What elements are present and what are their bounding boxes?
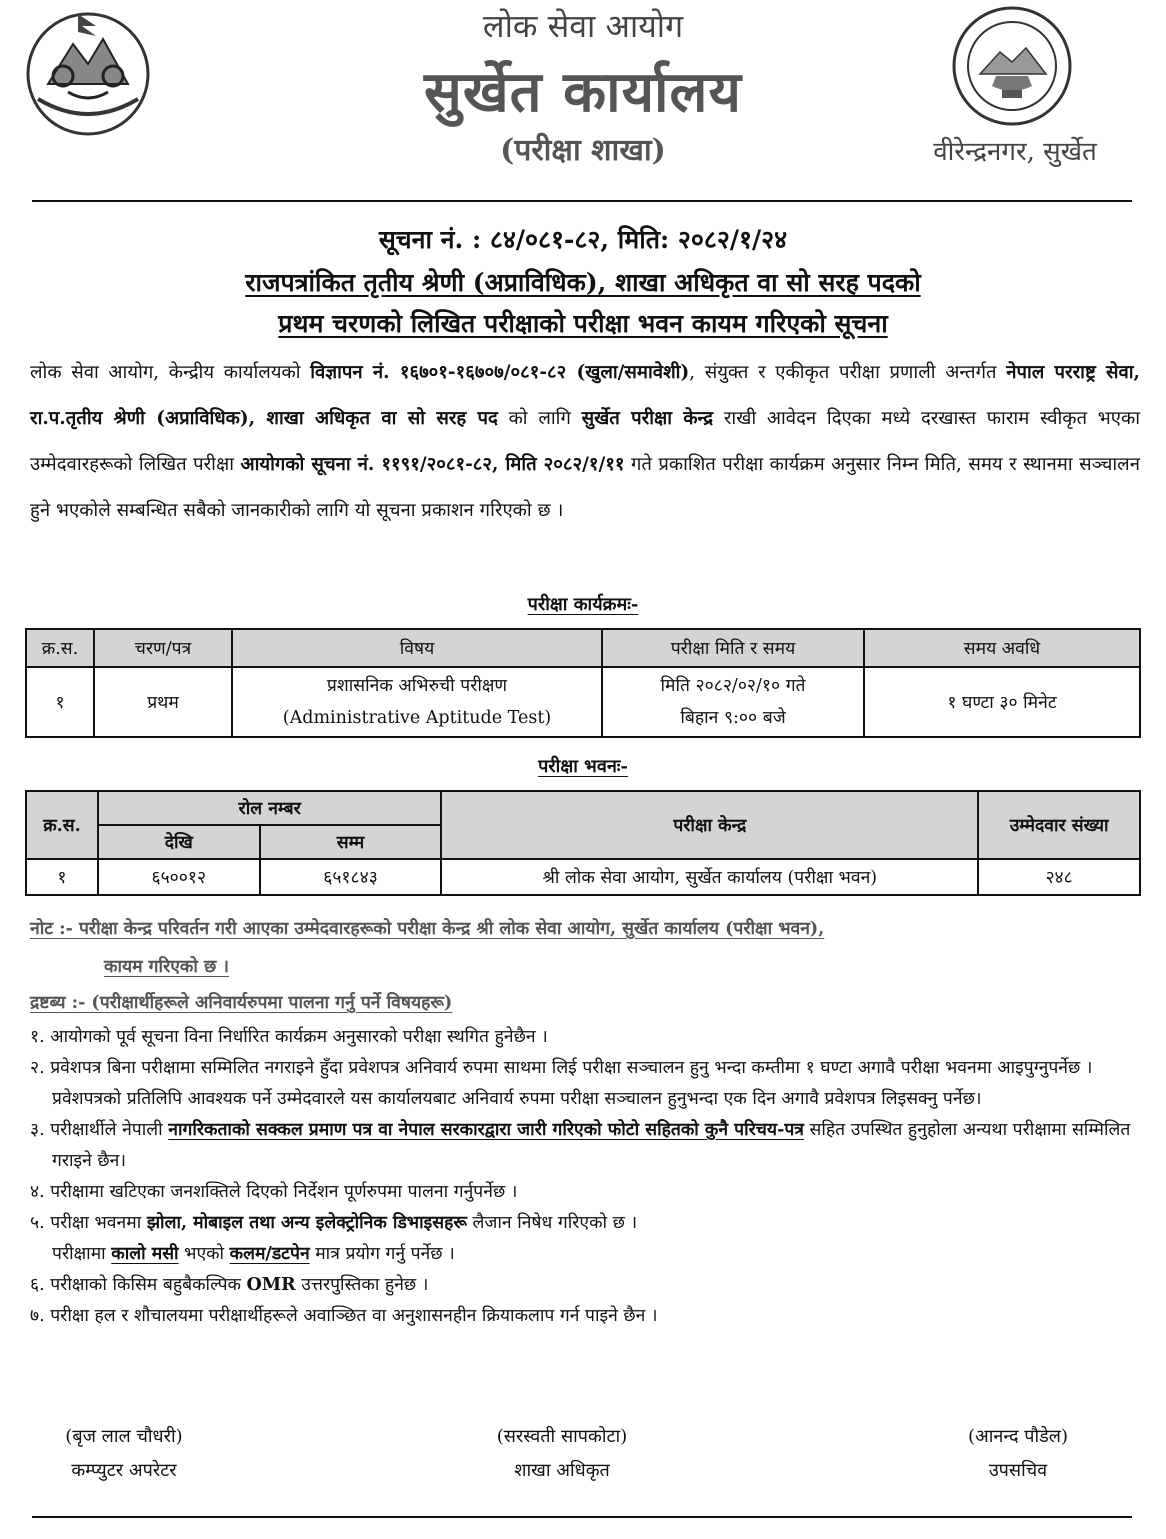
table-row	[26, 667, 1140, 737]
col-roll-to: सम्म	[260, 825, 442, 859]
venue-heading: परीक्षा भवनः-	[538, 756, 628, 777]
header-divider	[32, 200, 1132, 202]
cell-duration: १ घण्टा ३० मिनेट	[864, 667, 1140, 737]
office-location: वीरेन्द्रनगर, सुर्खेत	[933, 137, 1097, 167]
col-datetime: परीक्षा मिति र समय	[602, 629, 864, 667]
cell-center: श्री लोक सेवा आयोग, सुर्खेत कार्यालय (परीक्षा भवन)	[441, 859, 978, 895]
signer-title: उपसचिव	[988, 1460, 1048, 1481]
col-subject: विषय	[232, 629, 602, 667]
col-stage: चरण/पत्र	[94, 629, 232, 667]
cell-datetime: मिति २०८२/०२/१० गते बिहान ९:०० बजे	[602, 667, 864, 737]
cell-sn: १	[26, 667, 94, 737]
schedule-heading: परीक्षा कार्यक्रमः-	[527, 594, 639, 615]
cell-count: २४८	[978, 859, 1140, 895]
notice-body: लोक सेवा आयोग, केन्द्रीय कार्यालयको विज्ञापन नं. १६७०१-१६७०७/०८१-८२ (खुला/समावेशी), संयुक्त र एकीकृत परीक्षा प्रणाली अन्तर्गत नेपाल परराष्ट्र सेवा, रा.प.तृतीय श्रेणी (अप्राविधिक), शाखा अधिकृत वा सो सरह पद को लागि सुर्खेत परीक्षा केन्द्र राखी आवेदन दिएका मध्ये दरखास्त फाराम स्वीकृत भएका उम्मेदवारहरूको लिखित परीक्षा आयोगको सूचना नं. ११९१/२०८१-८२, मिति २०८२/१/११ गते प्रकाशित परीक्षा कार्यक्रम अनुसार निम्न मिति, समय र स्थानमा सञ्चालन हुने भएकोले सम्बन्धित सबैको जानकारीको लागि यो सूचना प्रकाशन गरिएको छ ।	[30, 362, 1140, 521]
notice-title-line2: प्रथम चरणको लिखित परीक्षाको परीक्षा भवन कायम गरिएको सूचना	[278, 309, 888, 338]
signature-block-1	[14, 1420, 234, 1488]
signer-name: (बृज लाल चौधरी)	[65, 1426, 183, 1447]
cell-roll-to: ६५१८४३	[260, 859, 442, 895]
schedule-table	[25, 628, 1141, 738]
table-row	[26, 859, 1140, 895]
branch-name: (परीक्षा शाखा)	[500, 133, 666, 168]
col-roll-from: देखि	[98, 825, 260, 859]
signer-name: (सरस्वती सापकोटा)	[496, 1426, 628, 1447]
instruction-list	[30, 1022, 1140, 1332]
list-item: ४. परीक्षामा खटिएका जनशक्तिले दिएको निर्देशन पूर्णरुपमा पालना गर्नुपर्नेछ ।	[30, 1182, 518, 1202]
note-line2: कायम गरिएको छ ।	[104, 957, 229, 977]
signature-block-3	[908, 1420, 1128, 1488]
signature-block-2	[452, 1420, 672, 1488]
col-sn: क्र.स.	[26, 629, 94, 667]
signer-title: शाखा अधिकृत	[514, 1460, 610, 1481]
org-name: लोक सेवा आयोग	[482, 7, 684, 45]
col-sn: क्र.स.	[26, 791, 98, 859]
cell-subject: प्रशासनिक अभिरुची परीक्षण (Administrative Aptitude Test)	[232, 667, 602, 737]
cell-sn: १	[26, 859, 98, 895]
attention-heading: द्रष्टब्य :- (परीक्षार्थीहरूले अनिवार्यरुपमा पालना गर्नु पर्ने विषयहरू)	[30, 993, 453, 1013]
list-item: २. प्रवेशपत्र बिना परीक्षामा सम्मिलित नगराइने हुँदा प्रवेशपत्र अनिवार्य रुपमा साथमा लिई परीक्षा सञ्चालन हुनु भन्दा कम्तीमा १ घण्टा अगावै परीक्षा भवनमा आइपुग्नुपर्नेछ । प्रवेशपत्रको प्रतिलिपि आवश्यक पर्ने उम्मेदवारले यस कार्यालयबाट अनिवार्य रुपमा परीक्षा सञ्चालन हुनुभन्दा एक दिन अगावै प्रवेशपत्र लिइसक्नु पर्नेछ।	[30, 1058, 1093, 1109]
col-count: उम्मेदवार संख्या	[978, 791, 1140, 859]
office-name: सुर्खेत कार्यालय	[423, 59, 743, 125]
signer-name: (आनन्द पौडेल)	[968, 1426, 1068, 1447]
list-item: ६. परीक्षाको किसिम बहुबैकल्पिक OMR उत्तरपुस्तिका हुनेछ ।	[30, 1275, 429, 1295]
list-item: ७. परीक्षा हल र शौचालयमा परीक्षार्थीहरूले अवाञ्छित वा अनुशासनहीन क्रियाकलाप गर्न पाइने छैन ।	[30, 1306, 658, 1326]
footer-divider	[32, 1516, 1132, 1518]
col-duration: समय अवधि	[864, 629, 1140, 667]
notice-title-line1: राजपत्रांकित तृतीय श्रेणी (अप्राविधिक), शाखा अधिकृत वा सो सरह पदको	[245, 268, 921, 297]
col-roll: रोल नम्बर	[98, 791, 441, 825]
col-center: परीक्षा केन्द्र	[441, 791, 978, 859]
cell-roll-from: ६५००१२	[98, 859, 260, 895]
notice-number: सूचना नं. : ८४/०८१-८२, मिति: २०८२/१/२४	[378, 225, 788, 254]
list-item: ५. परीक्षा भवनमा झोला, मोबाइल तथा अन्य इलेक्ट्रोनिक डिभाइसहरू लैजान निषेध गरिएको छ । परीक्षामा कालो मसी भएको कलम/डटपेन मात्र प्रयोग गर्नु पर्नेछ ।	[30, 1213, 638, 1264]
list-item: १. आयोगको पूर्व सूचना विना निर्धारित कार्यक्रम अनुसारको परीक्षा स्थगित हुनेछैन ।	[30, 1027, 548, 1047]
cell-stage: प्रथम	[94, 667, 232, 737]
commission-seal-icon	[950, 4, 1074, 128]
list-item: ३. परीक्षार्थीले नेपाली नागरिकताको सक्कल प्रमाण पत्र वा नेपाल सरकारद्वारा जारी गरिएको फोटो सहितको कुनै परिचय-पत्र सहित उपस्थित हुनुहोला अन्यथा परीक्षामा सम्मिलित गराइने छैन।	[30, 1120, 1131, 1171]
venue-table	[25, 790, 1141, 896]
signer-title: कम्प्युटर अपरेटर	[71, 1460, 177, 1481]
note-line1: नोट :- परीक्षा केन्द्र परिवर्तन गरी आएका उम्मेदवारहरूको परीक्षा केन्द्र श्री लोक सेवा आयोग, सुर्खेत कार्यालय (परीक्षा भवन),	[30, 919, 825, 939]
